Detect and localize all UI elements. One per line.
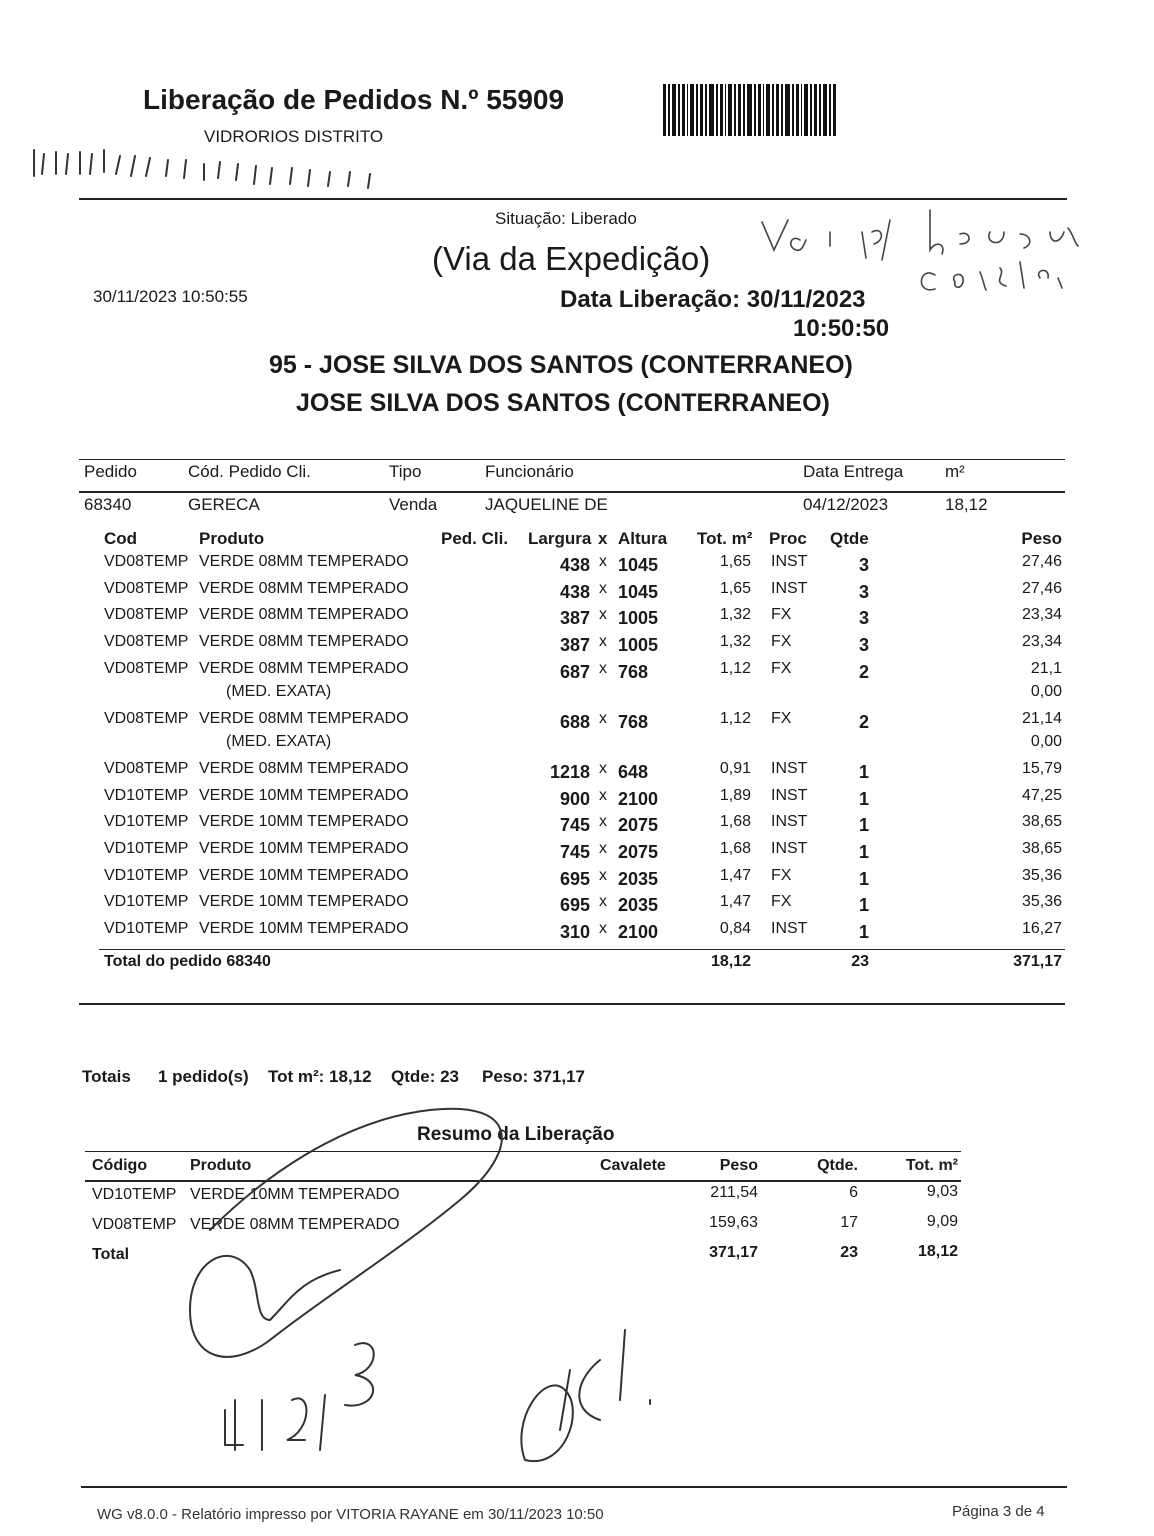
item-row-11-x: x: [599, 866, 607, 884]
footer-printed-by: WG v8.0.0 - Relatório impresso por VITORIA RAYANE em 30/11/2023 10:50: [97, 1506, 604, 1523]
item-row-1-peso: 27,46: [1021, 553, 1062, 570]
resumo-header-produto: Produto: [190, 1157, 252, 1174]
item-row-3-tot-m2: 1,32: [719, 606, 751, 624]
release-time: 10:50:50: [793, 315, 890, 342]
items-header-produto: Produto: [199, 529, 265, 548]
items-header-altura: Altura: [618, 529, 668, 548]
item-row-11-proc: FX: [771, 866, 792, 884]
order-total-m2: 18,12: [710, 953, 751, 970]
header-funcionario: Funcionário: [485, 462, 574, 481]
item-row-1-proc: INST: [771, 553, 808, 570]
totais-m2: Tot m²: 18,12: [268, 1067, 372, 1086]
resumo-header-peso: Peso: [719, 1157, 758, 1174]
header-cod-pedido-cli: Cód. Pedido Cli.: [188, 462, 311, 481]
item-row-3-peso: 23,34: [1021, 606, 1062, 624]
resumo-row-2-produto: VERDE 08MM TEMPERADO: [190, 1216, 400, 1233]
item-row-6-cod: VD08TEMP: [104, 709, 189, 727]
item-row-9-peso: 38,65: [1021, 813, 1062, 831]
items-header-cod: Cod: [104, 529, 138, 548]
items-header-largura: Largura: [528, 529, 592, 548]
item-row-3-cod: VD08TEMP: [104, 606, 189, 624]
item-row-8-peso: 47,25: [1021, 786, 1062, 804]
item-row-1-altura: 1045: [618, 555, 659, 575]
item-row-6-x: x: [599, 709, 607, 727]
handwritten-date: [225, 1343, 374, 1450]
item-row-11-cod: VD10TEMP: [104, 866, 189, 884]
item-row-7-peso: 15,79: [1021, 759, 1062, 777]
item-row-10-largura: 745: [559, 841, 590, 862]
resumo-header-qtde: Qtde.: [817, 1157, 858, 1174]
document-title: Liberação de Pedidos N.º 55909: [143, 84, 565, 115]
item-row-7-proc: INST: [771, 759, 808, 777]
totais-label: Totais: [82, 1067, 131, 1086]
item-row-2-tot-m2: 1,65: [719, 579, 751, 597]
order-funcionario: JAQUELINE DE: [485, 495, 608, 514]
resumo-row-1-codigo: VD10TEMP: [92, 1186, 177, 1203]
item-row-13-cod: VD10TEMP: [104, 920, 189, 937]
item-row-5-largura: 687: [559, 661, 590, 682]
order-pedido: 68340: [84, 495, 132, 514]
item-row-13-x: x: [599, 920, 607, 937]
item-row-2-produto: VERDE 08MM TEMPERADO: [199, 579, 409, 597]
status-text: Situação: Liberado: [495, 209, 637, 228]
item-row-3-proc: FX: [771, 606, 792, 624]
item-row-1-x: x: [599, 553, 607, 570]
item-row-6-peso: 21,14: [1021, 709, 1062, 727]
item-row-13-tot-m2: 0,84: [719, 920, 751, 937]
item-row-8-proc: INST: [771, 786, 808, 804]
item-row-1-largura: 438: [559, 555, 590, 575]
item-row-1-tot-m2: 1,65: [719, 553, 751, 570]
item-row-1-cod: VD08TEMP: [104, 553, 189, 570]
item-row-6-altura: 768: [618, 711, 649, 732]
item-row-6-sub-peso: 0,00: [1030, 732, 1062, 750]
item-row-10-cod: VD10TEMP: [104, 839, 189, 857]
items-header-ped-cli: Ped. Cli.: [441, 529, 509, 548]
item-row-13-qtde: 1: [858, 922, 869, 942]
item-row-1-produto: VERDE 08MM TEMPERADO: [199, 553, 409, 570]
order-total-label: Total do pedido 68340: [104, 953, 271, 970]
item-row-11-qtde: 1: [858, 868, 869, 889]
item-row-4-produto: VERDE 08MM TEMPERADO: [199, 633, 409, 651]
totais-peso: Peso: 371,17: [482, 1067, 586, 1086]
header-data-entrega: Data Entrega: [803, 462, 904, 481]
resumo-total-label: Total: [92, 1246, 130, 1263]
item-row-5-altura: 768: [618, 661, 649, 682]
item-row-8-largura: 900: [559, 788, 590, 809]
resumo-total-qtde: 23: [840, 1244, 858, 1261]
resumo-row-2-qtde: 17: [840, 1214, 858, 1231]
print-datetime: 30/11/2023 10:50:55: [93, 287, 248, 306]
item-row-12-largura: 695: [559, 895, 590, 916]
client-name-secondary: JOSE SILVA DOS SANTOS (CONTERRANEO): [296, 389, 830, 417]
company-name: VIDRORIOS DISTRITO: [204, 127, 384, 146]
header-m2: m²: [945, 462, 965, 481]
item-row-9-x: x: [599, 813, 607, 831]
item-row-3-altura: 1005: [618, 608, 659, 629]
item-row-3-produto: VERDE 08MM TEMPERADO: [199, 606, 409, 624]
item-row-6-qtde: 2: [858, 711, 869, 732]
resumo-row-2-codigo: VD08TEMP: [92, 1216, 177, 1233]
copy-type: (Via da Expedição): [432, 240, 711, 277]
item-row-5-cod: VD08TEMP: [104, 659, 189, 677]
order-total-peso: 371,17: [1013, 953, 1062, 970]
resumo-row-2-peso: 159,63: [709, 1214, 758, 1231]
items-header-qtde: Qtde: [830, 529, 869, 548]
items-header-tot-m2: Tot. m²: [697, 529, 753, 548]
item-row-7-altura: 648: [618, 761, 649, 782]
item-row-8-produto: VERDE 10MM TEMPERADO: [199, 786, 409, 804]
item-row-4-proc: FX: [771, 633, 792, 651]
item-row-12-qtde: 1: [858, 895, 869, 916]
item-row-2-largura: 438: [559, 581, 590, 602]
client-name: 95 - JOSE SILVA DOS SANTOS (CONTERRANEO): [269, 351, 853, 379]
resumo-row-1-qtde: 6: [849, 1184, 858, 1201]
totais-pedidos: 1 pedido(s): [158, 1067, 249, 1086]
item-row-4-largura: 387: [559, 635, 590, 656]
page-number: Página 3 de 4: [952, 1503, 1045, 1520]
item-row-13-altura: 2100: [618, 922, 659, 942]
items-header-proc: Proc: [769, 529, 807, 548]
item-row-10-peso: 38,65: [1021, 839, 1062, 857]
item-row-8-qtde: 1: [858, 788, 869, 809]
header-pedido: Pedido: [84, 462, 137, 481]
item-row-9-qtde: 1: [858, 815, 869, 836]
item-row-12-produto: VERDE 10MM TEMPERADO: [199, 893, 409, 911]
item-row-12-tot-m2: 1,47: [719, 893, 751, 911]
item-row-2-altura: 1045: [618, 581, 659, 602]
item-row-5-proc: FX: [771, 659, 792, 677]
item-row-13-peso: 16,27: [1021, 920, 1062, 937]
item-row-7-qtde: 1: [858, 761, 869, 782]
item-row-6-produto: VERDE 08MM TEMPERADO: [199, 709, 409, 727]
order-total-qtde: 23: [851, 953, 869, 970]
item-row-11-altura: 2035: [618, 868, 659, 889]
item-row-8-cod: VD10TEMP: [104, 786, 189, 804]
item-row-11-largura: 695: [559, 868, 590, 889]
handwritten-signature: [190, 1109, 502, 1357]
item-row-9-produto: VERDE 10MM TEMPERADO: [199, 813, 409, 831]
item-row-11-tot-m2: 1,47: [719, 866, 751, 884]
item-row-7-cod: VD08TEMP: [104, 759, 189, 777]
item-row-4-x: x: [599, 633, 607, 651]
item-row-1-qtde: 3: [858, 555, 869, 575]
item-row-5-produto: VERDE 08MM TEMPERADO: [199, 659, 409, 677]
item-row-6-tot-m2: 1,12: [719, 709, 751, 727]
item-row-12-proc: FX: [771, 893, 792, 911]
item-row-2-cod: VD08TEMP: [104, 579, 189, 597]
item-row-10-proc: INST: [771, 839, 808, 857]
item-row-9-altura: 2075: [618, 815, 659, 836]
item-row-4-peso: 23,34: [1021, 633, 1062, 651]
item-row-4-qtde: 3: [858, 635, 869, 656]
item-row-2-qtde: 3: [858, 581, 869, 602]
item-row-3-x: x: [599, 606, 607, 624]
release-date: Data Liberação: 30/11/2023: [560, 286, 866, 313]
item-row-4-cod: VD08TEMP: [104, 633, 189, 651]
item-row-6-sub-produto: (MED. EXATA): [226, 732, 332, 750]
totais-qtde: Qtde: 23: [391, 1067, 460, 1086]
item-row-8-x: x: [599, 786, 607, 804]
item-row-2-x: x: [599, 579, 607, 597]
item-row-5-peso: 21,1: [1030, 659, 1062, 677]
item-row-10-qtde: 1: [858, 841, 869, 862]
item-row-7-x: x: [599, 759, 607, 777]
item-row-7-produto: VERDE 08MM TEMPERADO: [199, 759, 409, 777]
handwritten-scribble-marks: [34, 150, 370, 188]
item-row-2-proc: INST: [771, 579, 808, 597]
item-row-9-proc: INST: [771, 813, 808, 831]
order-cod-pedido-cli: GERECA: [188, 495, 260, 514]
item-row-8-tot-m2: 1,89: [719, 786, 751, 804]
order-data-entrega: 04/12/2023: [803, 495, 889, 514]
item-row-2-peso: 27,46: [1021, 579, 1062, 597]
item-row-5-sub-produto: (MED. EXATA): [226, 682, 332, 700]
item-row-9-largura: 745: [559, 815, 590, 836]
item-row-5-sub-peso: 0,00: [1030, 682, 1062, 700]
item-row-12-cod: VD10TEMP: [104, 893, 189, 911]
item-row-7-tot-m2: 0,91: [719, 759, 751, 777]
item-row-13-produto: VERDE 10MM TEMPERADO: [199, 920, 409, 937]
item-row-13-largura: 310: [559, 922, 590, 942]
item-row-9-cod: VD10TEMP: [104, 813, 189, 831]
item-row-12-peso: 35,36: [1021, 893, 1062, 911]
resumo-total-tot-m2: 18,12: [917, 1243, 958, 1260]
item-row-4-altura: 1005: [618, 635, 659, 656]
item-row-5-x: x: [599, 659, 607, 677]
order-tipo: Venda: [389, 495, 438, 514]
item-row-8-altura: 2100: [618, 788, 659, 809]
resumo-title: Resumo da Liberação: [417, 1124, 615, 1145]
item-row-4-tot-m2: 1,32: [719, 633, 751, 651]
resumo-row-2-tot-m2: 9,09: [926, 1213, 958, 1230]
handwritten-ok: [521, 1330, 650, 1461]
item-row-6-proc: FX: [771, 709, 792, 727]
item-row-3-largura: 387: [559, 608, 590, 629]
resumo-row-1-produto: VERDE 10MM TEMPERADO: [190, 1186, 400, 1203]
item-row-10-tot-m2: 1,68: [719, 839, 751, 857]
item-row-5-tot-m2: 1,12: [719, 659, 751, 677]
item-row-10-altura: 2075: [618, 841, 659, 862]
item-row-13-proc: INST: [771, 920, 808, 937]
item-row-9-tot-m2: 1,68: [719, 813, 751, 831]
resumo-header-cavalete: Cavalete: [600, 1157, 666, 1174]
resumo-header-tot-m2: Tot. m²: [905, 1157, 958, 1174]
order-m2: 18,12: [945, 495, 988, 514]
item-row-5-qtde: 2: [858, 661, 869, 682]
items-header-peso: Peso: [1021, 529, 1062, 548]
item-row-10-x: x: [599, 839, 607, 857]
item-row-12-x: x: [599, 893, 607, 911]
item-row-11-peso: 35,36: [1021, 866, 1062, 884]
resumo-row-1-peso: 211,54: [710, 1184, 758, 1201]
item-row-6-largura: 688: [559, 711, 590, 732]
item-row-11-produto: VERDE 10MM TEMPERADO: [199, 866, 409, 884]
resumo-total-peso: 371,17: [709, 1244, 758, 1261]
item-row-12-altura: 2035: [618, 895, 659, 916]
resumo-row-1-tot-m2: 9,03: [926, 1183, 958, 1200]
resumo-header-codigo: Código: [92, 1157, 148, 1174]
item-row-10-produto: VERDE 10MM TEMPERADO: [199, 839, 409, 857]
handwritten-note: [762, 210, 1078, 290]
header-tipo: Tipo: [389, 462, 422, 481]
items-header-x: x: [598, 529, 608, 548]
item-row-3-qtde: 3: [858, 608, 869, 629]
item-row-7-largura: 1218: [549, 761, 590, 782]
